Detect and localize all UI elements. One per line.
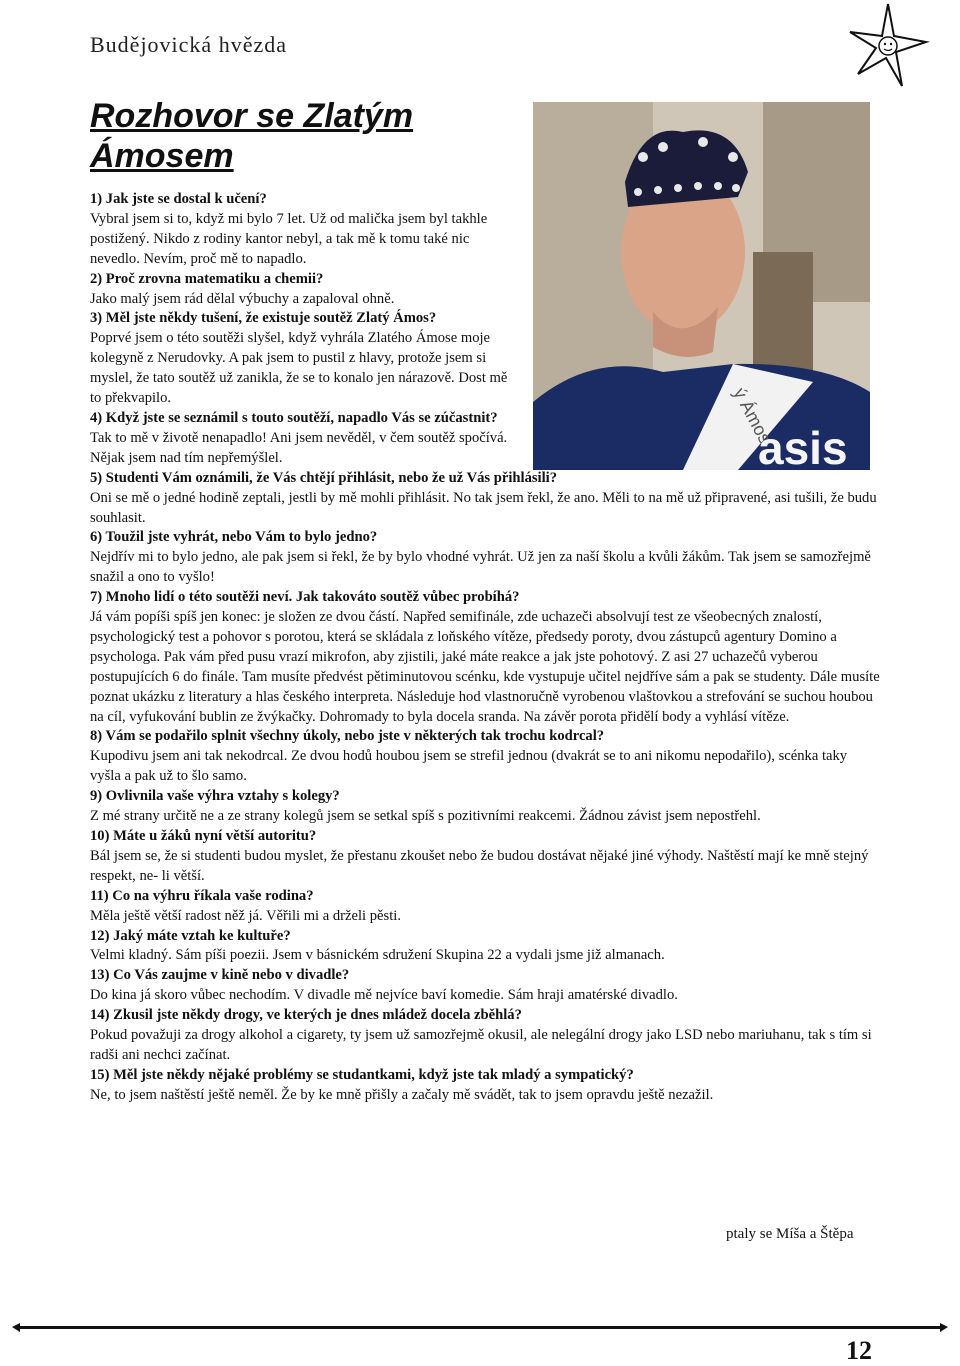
question: 5) Studenti Vám oznámili, že Vás chtějí přihlásit, nebo že už Vás přihlásili? xyxy=(90,469,558,486)
header-title: Budějovická hvězda xyxy=(90,32,287,57)
qa-item-9 xyxy=(90,787,880,827)
interview-body xyxy=(90,190,880,1106)
question: 2) Proč zrovna matematiku a chemii? xyxy=(90,270,324,287)
question: 8) Vám se podařilo splnit všechny úkoly, nebo jste v některých tak trochu kodrcal? xyxy=(90,728,605,745)
qa-item-14 xyxy=(90,1006,880,1066)
answer: Kupodivu jsem ani tak nekodrcal. Ze dvou hodů houbou jsem se strefil jednou (dvakrát se to ani nikomu nepodařilo), scénka taky vyšla a pak už to šlo samo. xyxy=(90,748,848,785)
answer: Měla ještě větší radost něž já. Věřili mi a drželi pěsti. xyxy=(90,907,401,924)
answer: Bál jsem se, že si studenti budou myslet, že přestanu zkoušet nebo že budou dostávat nějaké jiné výhody. Naštěstí mají ke mně stejný respekt, ne- li větší. xyxy=(90,847,869,884)
qa-item-7 xyxy=(90,588,880,727)
qa-item-13 xyxy=(90,966,880,1006)
answer: Nejdřív mi to bylo jedno, ale pak jsem si řekl, že by bylo vhodné vyhrát. Už jen za naší školu a kvůli žákům. Tak jsem se samozřejmě snažil a ono to vyšlo! xyxy=(90,549,871,586)
shirt-text: asis xyxy=(758,422,848,470)
question: 9) Ovlivnila vaše výhra vztahy s kolegy? xyxy=(90,788,340,805)
question: 1) Jak jste se dostal k učení? xyxy=(90,191,267,207)
qa-item-4 xyxy=(90,409,520,469)
question: 11) Co na výhru říkala vaše rodina? xyxy=(90,887,314,904)
answer: Tak to mě v životě nenapadlo! Ani jsem nevěděl, v čem soutěž spočívá. Nějak jsem nad tím nepřemýšlel. xyxy=(90,429,508,466)
qa-item-2 xyxy=(90,270,520,310)
footer-divider xyxy=(20,1326,940,1329)
question: 7) Mnoho lidí o této soutěži neví. Jak takováto soutěž vůbec probíhá? xyxy=(90,589,520,606)
question: 4) Když jste se seznámil s touto soutěží, napadlo Vás se zúčastnit? xyxy=(90,409,498,426)
qa-item-15 xyxy=(90,1066,880,1106)
answer: Oni se mě o jedné hodině zeptali, jestli by mě mohli přihlásit. No tak jsem řekl, že ano. Měli to na mě už připravené, asi tušili, že budu souhlasit. xyxy=(90,489,877,526)
article-title: Rozhovor se Zlatým Ámosem xyxy=(90,97,414,175)
qa-item-12 xyxy=(90,927,880,967)
answer: Do kina já skoro vůbec nechodím. V divadle mě nejvíce baví komedie. Sám hraji amatérské divadlo. xyxy=(90,987,678,1004)
answer: Poprvé jsem o této soutěži slyšel, když vyhrála Zlatého Ámose moje kolegyně z Nerudovky. A pak jsem to pustil z hlavy, protože jsem si myslel, že tato soutěž už zanikla, že se to konalo jen nárazově. Dost mě to překvapilo. xyxy=(90,330,508,407)
qa-item-5 xyxy=(90,469,880,529)
page-number: 12 xyxy=(846,1336,872,1365)
article-signature: ptaly se Míša a Štěpa xyxy=(726,1226,854,1242)
qa-item-3 xyxy=(90,309,520,409)
question: 3) Měl jste někdy tušení, že existuje soutěž Zlatý Ámos? xyxy=(90,310,437,327)
question: 10) Máte u žáků nyní větší autoritu? xyxy=(90,828,317,844)
qa-item-6 xyxy=(90,528,880,588)
qa-item-8 xyxy=(90,727,880,787)
question: 6) Toužil jste vyhrát, nebo Vám to bylo jedno? xyxy=(90,529,378,546)
qa-item-10 xyxy=(90,827,880,887)
answer: Pokud považuji za drogy alkohol a cigarety, ty jsem už samozřejmě okusil, ale nelegální drogy jako LSD nebo mariuhanu, tak s tím si radši ani nechci začínat. xyxy=(90,1027,872,1063)
question: 15) Měl jste někdy nějaké problémy se studantkami, když jste tak mladý a sympatický? xyxy=(90,1066,634,1083)
question: 14) Zkusil jste někdy drogy, ve kterých je dnes mládež docela zběhlá? xyxy=(90,1007,522,1024)
answer: Já vám popíši spíš jen konec: je složen ze dvou částí. Napřed semifinále, zde uchazeči absolvují test ze všeobecných znalostí, psychologický test a pohovor s porotou, která se skládala z loňského vítěze, předsedy poroty, dvou zástupců agentury Domino a psychologa. Pak vám před pusu vrazí mikrofon, aby zjistili, jaké máte reakce a jak jste pohotový. Z asi 27 uchazečů vyberou postupujících 6 do finále. Tam musíte předvést pětiminutovou scénku, kde vystupuje učitel nejdříve sám a pak se studenty. Dále musíte poznat ukázku z literatury a hlas českého interpreta. Následuje hod vlastnoručně vyrobenou vlaštovkou a strefování se suchou houbou na cíl, vyfukování bublin ze žvýkačky. Dohromady to byla docela sranda. Na závěr porota přidělí body a vyhlásí vítěze. xyxy=(90,609,880,725)
question: 12) Jaký máte vztah ke kultuře? xyxy=(90,927,291,944)
answer: Velmi kladný. Sám píši poezii. Jsem v básnickém sdružení Skupina 22 a vydali jsme již almanach. xyxy=(90,947,665,964)
question: 13) Co Vás zaujme v kině nebo v divadle? xyxy=(90,967,350,984)
star-face-icon xyxy=(838,2,938,92)
qa-item-1 xyxy=(90,190,520,270)
answer: Ne, to jsem naštěstí ještě neměl. Že by ke mně přišly a začaly mě svádět, tak to jsem opravdu ještě nezažil. xyxy=(90,1086,714,1103)
answer: Z mé strany určitě ne a ze strany kolegů jsem se setkal spíš s pozitivními reakcemi. Žádnou závist jsem nepostřehl. xyxy=(90,808,761,825)
qa-item-11 xyxy=(90,887,880,927)
answer: Jako malý jsem rád dělal výbuchy a zapaloval ohně. xyxy=(90,290,395,307)
answer: Vybral jsem si to, když mi bylo 7 let. Už od malička jsem byl takhle postižený. Nikdo z rodiny kantor nebyl, a tak mě k tomu také nic nevedlo. Nevím, proč mě to napadlo. xyxy=(90,210,488,267)
sash-text: ý Ámos xyxy=(729,384,776,447)
